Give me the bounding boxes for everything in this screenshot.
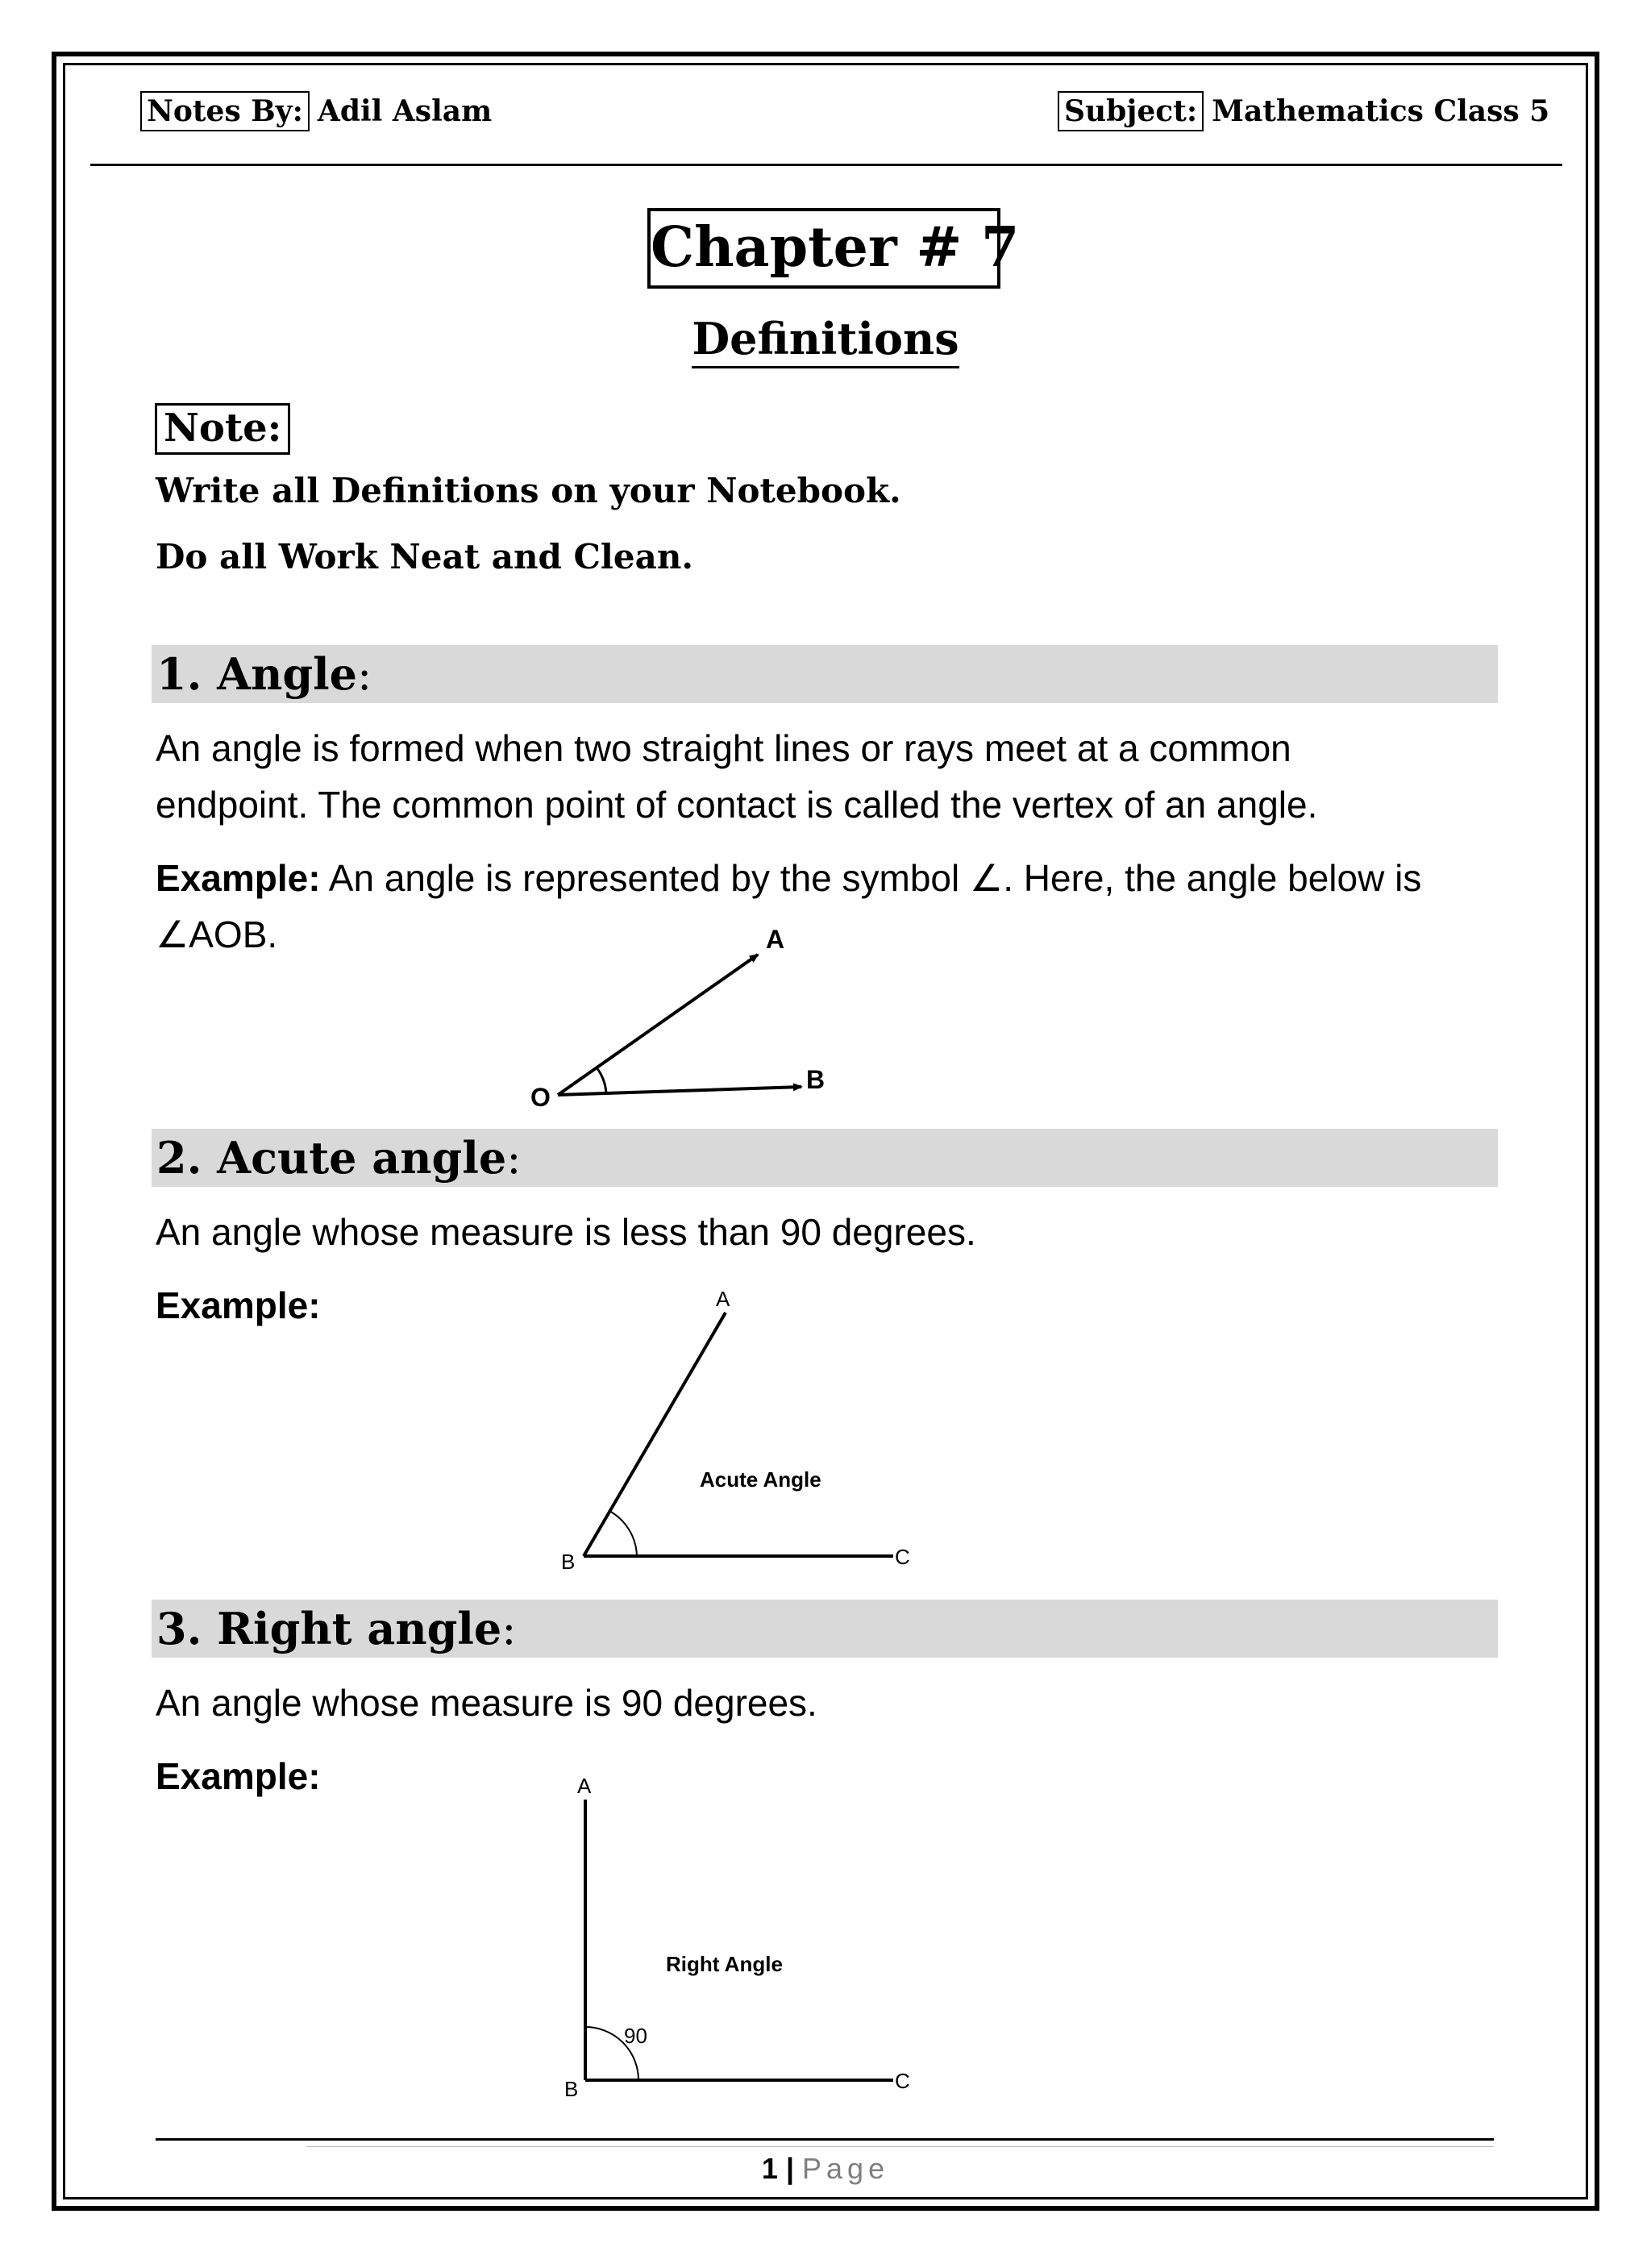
section-title-acute-text: 2. Acute angle (156, 1132, 507, 1184)
acute-label-a: A (716, 1287, 730, 1311)
acute-angle-arc (609, 1511, 637, 1556)
notes-by-header (140, 89, 492, 134)
notes-by-label: Notes By: (140, 91, 310, 131)
right-def-line: An angle whose measure is 90 degrees. (156, 1682, 817, 1724)
section-title-right-text: 3. Right angle (156, 1603, 502, 1654)
right-angle-figure (548, 1766, 935, 2112)
definitions-heading-text: Definitions (692, 313, 959, 368)
acute-ray-ba (584, 1313, 726, 1556)
section-title-angle-text: 1. Angle (156, 648, 357, 700)
angle-def-line-1: An angle is formed when two straight lines or rays meet at a common (156, 727, 1291, 769)
page-footer (0, 2151, 1651, 2187)
page-separator: | (777, 2152, 803, 2185)
angle-def-line-2: endpoint. The common point of contact is called the vertex of an angle. (156, 784, 1318, 826)
right-label-c: C (895, 2069, 910, 2093)
note-line-1: Write all Definitions on your Notebook. (156, 471, 901, 510)
angle-arc (597, 1067, 606, 1093)
footer-divider-thin (306, 2146, 1494, 2147)
angle-example-text: An angle is represented by the symbol ∠. Here, the angle below is (320, 857, 1422, 899)
acute-label-c: C (895, 1545, 910, 1569)
subject-header (1058, 89, 1549, 134)
right-angle-caption: Right Angle (666, 1952, 783, 1976)
label-b: B (806, 1065, 826, 1094)
author-name: Adil Aslam (317, 94, 493, 128)
page-word: Page (802, 2152, 890, 2185)
acute-example-label (156, 1277, 321, 1334)
section-title-colon: : (506, 1133, 522, 1184)
section-title-colon: : (356, 649, 372, 700)
right-angle-measure: 90 (624, 2024, 647, 2048)
subject-label: Subject: (1058, 91, 1204, 131)
subject-name: Mathematics Class 5 (1212, 94, 1550, 128)
acute-label-b: B (561, 1550, 576, 1574)
right-label-a: A (577, 1774, 592, 1798)
label-o: O (530, 1083, 551, 1112)
chapter-title: Chapter # 7 (647, 208, 1000, 289)
example-label: Example: (156, 857, 321, 899)
section-title-colon: : (501, 1604, 517, 1654)
note-line-2: Do all Work Neat and Clean. (156, 537, 693, 576)
example-label: Example: (156, 1284, 321, 1326)
section-title-right (156, 1600, 516, 1658)
acute-def-line: An angle whose measure is less than 90 degrees. (156, 1211, 976, 1253)
footer-divider (156, 2138, 1494, 2141)
right-label-b: B (564, 2077, 579, 2101)
note-label: Note: (155, 403, 290, 455)
ray-oa (558, 955, 758, 1095)
ray-ob (558, 1087, 801, 1095)
acute-angle-figure (548, 1282, 935, 1588)
right-example-label (156, 1748, 321, 1804)
definitions-heading (0, 313, 1651, 364)
angle-example-line (156, 850, 1421, 906)
page-number: 1 (761, 2152, 778, 2185)
example-label: Example: (156, 1755, 321, 1797)
acute-angle-caption: Acute Angle (700, 1467, 821, 1492)
section-title-acute (156, 1129, 521, 1188)
label-a: A (766, 925, 785, 954)
angle-example-line-2: ∠AOB. (156, 913, 278, 955)
header-divider (90, 164, 1562, 166)
section-title-angle (156, 645, 372, 704)
angle-aob-figure (516, 919, 855, 1113)
